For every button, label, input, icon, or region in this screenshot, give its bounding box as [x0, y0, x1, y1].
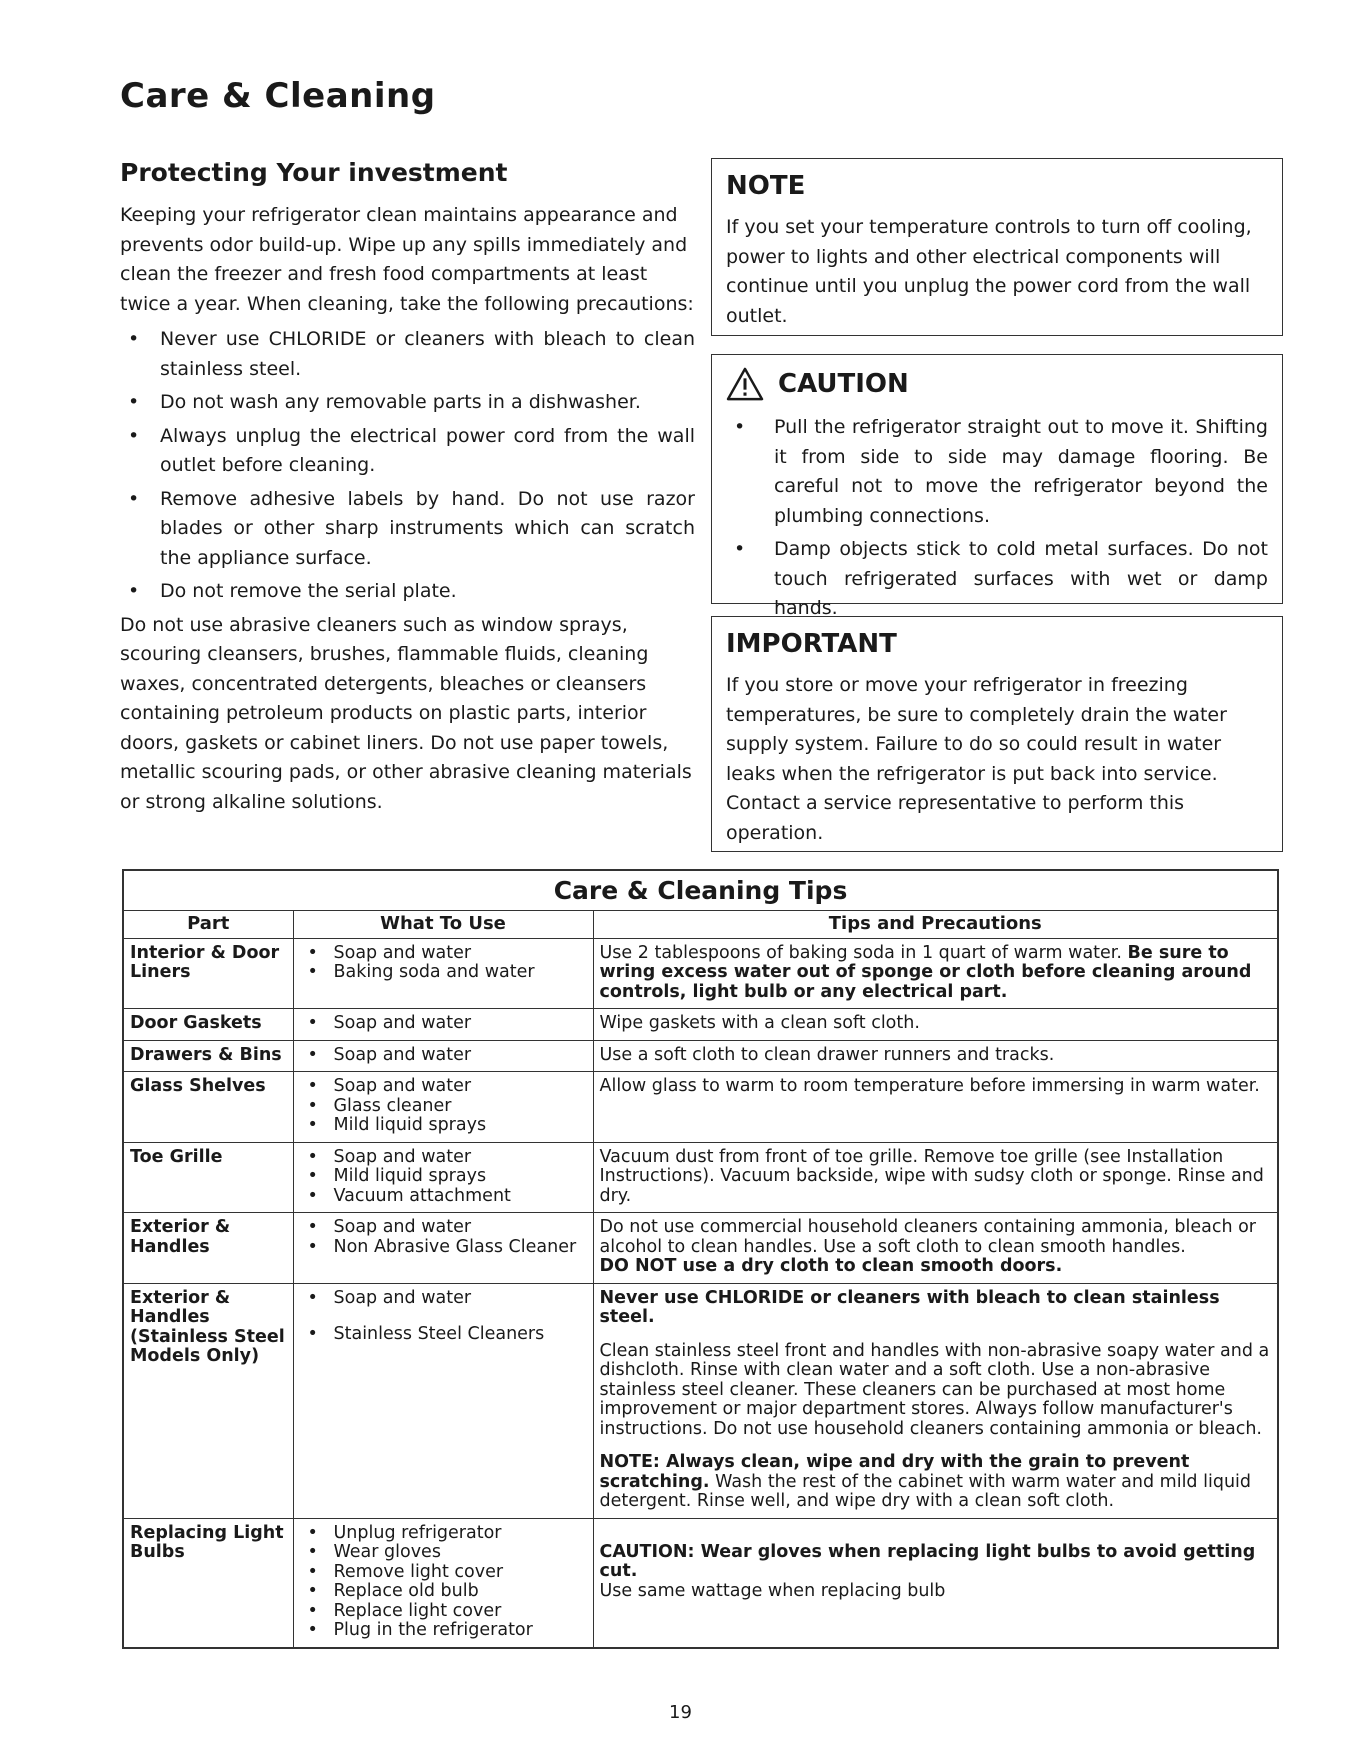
use-item: • Replace light cover [300, 1602, 587, 1622]
use-item: • Soap and water [300, 1046, 587, 1066]
table-row [123, 938, 1278, 1009]
section-heading: Protecting Your investment [120, 158, 508, 187]
page-title: Care & Cleaning [120, 76, 436, 116]
tips-cell [593, 1009, 1278, 1041]
tips-cell [593, 1040, 1278, 1072]
caution-list [726, 413, 1268, 624]
list-item: • Do not remove the serial plate. [120, 577, 695, 607]
precautions-list [120, 325, 695, 607]
use-item: • Mild liquid sprays [300, 1167, 587, 1187]
note-text: If you set your temperature controls to turn off cooling, power to lights and other electrical components will continue until you unplug the power cord from the wall outlet. [726, 216, 1252, 327]
protecting-section [120, 158, 695, 817]
use-cell [293, 1009, 593, 1041]
part-cell: Door Gaskets [123, 1009, 293, 1041]
tips-cell [593, 1072, 1278, 1143]
important-heading: IMPORTANT [726, 629, 897, 659]
care-tips-table [122, 869, 1279, 1649]
tip-note-text: Wash the rest of the cabinet with warm water and mild liquid detergent. Rinse well, and wipe dry with a clean soft cloth. [599, 1471, 1252, 1511]
use-item: • Remove light cover [300, 1563, 587, 1583]
tip-note [600, 1452, 1252, 1511]
caution-heading-row [726, 367, 1268, 401]
tip-warning: DO NOT use a dry cloth to clean smooth doors. [599, 1256, 1063, 1276]
tip-text: Wipe gaskets with a clean soft cloth. [599, 1013, 920, 1033]
use-item: • Wear gloves [300, 1543, 587, 1563]
use-item: • Soap and water [300, 1148, 587, 1168]
use-cell [293, 1142, 593, 1213]
tip-warning: Be sure to wring excess water out of sponge or cloth before cleaning around controls, light bulb or any electrical part. [599, 942, 1252, 1002]
tip-text: Allow glass to warm to room temperature before immersing in warm water. [599, 1076, 1260, 1096]
part-cell: Exterior & Handles [123, 1213, 293, 1284]
important-box [711, 616, 1283, 852]
use-item: • Baking soda and water [300, 963, 587, 983]
tip-text: Use 2 tablespoons of baking soda in 1 quart of warm water. [599, 942, 1122, 963]
tips-cell [593, 938, 1278, 1009]
list-item: • Never use CHLORIDE or cleaners with bleach to clean stainless steel. [120, 325, 695, 384]
column-header-use: What To Use [293, 911, 593, 939]
caution-box [711, 354, 1283, 619]
list-item: • Pull the refrigerator straight out to move it. Shifting it from side to side may damage flooring. Be careful not to move the refrigerator beyond the plumbing connections. [726, 413, 1268, 531]
part-cell: Drawers & Bins [123, 1040, 293, 1072]
table-row [123, 1142, 1278, 1213]
page-number: 19 [669, 1702, 692, 1723]
part-cell: Exterior & Handles (Stainless Steel Models Only) [123, 1283, 293, 1518]
tips-cell [593, 1283, 1278, 1518]
tip-text: Clean stainless steel front and handles with non-abrasive soapy water and a dishcloth. Rinse with clean water and a soft cloth. Use a non-abrasive stainless steel cleaner. These cleaners can be purchased at most home improvement or major department stores. Always follow manufacturer's instructions. Do not use household cleaners containing ammonia or bleach. [599, 1340, 1270, 1439]
table-title: Care & Cleaning Tips [123, 870, 1278, 911]
use-item: • Soap and water [300, 1289, 587, 1309]
use-item: • Plug in the refrigerator [300, 1621, 587, 1641]
use-item: • Vacuum attachment [300, 1187, 587, 1207]
tips-cell [593, 1518, 1278, 1648]
tip-note-bold: NOTE: Always clean, wipe and dry with the grain to prevent scratching. [599, 1452, 1190, 1492]
intro-paragraph: Keeping your refrigerator clean maintains appearance and prevents odor build-up. Wipe up any spills immediately and clean the freezer and fresh food compartments at least twice a year. When cleaning, take the following precautions: [120, 204, 694, 315]
use-cell [293, 1040, 593, 1072]
list-item: • Always unplug the electrical power cord from the wall outlet before cleaning. [120, 422, 695, 481]
use-item: • Unplug refrigerator [300, 1524, 587, 1544]
use-item: • Stainless Steel Cleaners [300, 1325, 587, 1345]
table-row [123, 1213, 1278, 1284]
use-cell [293, 1518, 593, 1648]
tip-text: Vacuum dust from front of toe grille. Remove toe grille (see Installation Instructions). Vacuum backside, wipe with sudsy cloth or sponge. Rinse and dry. [599, 1146, 1264, 1206]
tip-warning: CAUTION: Wear gloves when replacing light bulbs to avoid getting cut. [599, 1541, 1256, 1581]
table-row [123, 1072, 1278, 1143]
table-row [123, 1518, 1278, 1648]
use-item: • Mild liquid sprays [300, 1116, 587, 1136]
use-item: • Glass cleaner [300, 1097, 587, 1117]
part-cell: Toe Grille [123, 1142, 293, 1213]
column-header-part: Part [123, 911, 293, 939]
part-cell: Interior & Door Liners [123, 938, 293, 1009]
caution-heading: CAUTION [778, 369, 909, 399]
use-cell [293, 938, 593, 1009]
use-cell [293, 1283, 593, 1518]
tip-text: Do not use commercial household cleaners containing ammonia, bleach or alcohol to clean handles. Use a soft cloth to clean smooth handles. [599, 1217, 1256, 1257]
spacer [600, 1328, 1272, 1342]
table-row [123, 1009, 1278, 1041]
warning-triangle-icon [726, 367, 764, 401]
column-header-tips: Tips and Precautions [593, 911, 1278, 939]
use-item: • Soap and water [300, 1077, 587, 1097]
closing-paragraph: Do not use abrasive cleaners such as window sprays, scouring cleansers, brushes, flammable fluids, cleaning waxes, concentrated detergents, bleaches or cleansers containing petroleum products on plastic parts, interior doors, gaskets or cabinet liners. Do not use paper towels, metallic scouring pads, or other abrasive cleaning materials or strong alkaline solutions. [120, 613, 692, 813]
tips-cell [593, 1213, 1278, 1284]
tip-text: Use same wattage when replacing bulb [599, 1580, 946, 1601]
part-cell: Replacing Light Bulbs [123, 1518, 293, 1648]
use-item: • Soap and water [300, 1218, 587, 1238]
part-cell: Glass Shelves [123, 1072, 293, 1143]
table-row [123, 1040, 1278, 1072]
list-item: • Remove adhesive labels by hand. Do not use razor blades or other sharp instruments which can scratch the appliance surface. [120, 485, 695, 574]
note-box [711, 158, 1283, 336]
table-row [123, 1283, 1278, 1518]
list-item: • Do not wash any removable parts in a dishwasher. [120, 388, 695, 418]
important-text: If you store or move your refrigerator in freezing temperatures, be sure to completely drain the water supply system. Failure to do so could result in water leaks when the refrigerator is put back into service. Contact a service representative to perform this operation. [726, 674, 1227, 844]
list-item: • Damp objects stick to cold metal surfaces. Do not touch refrigerated surfaces with wet or damp hands. [726, 535, 1268, 624]
use-item: • Soap and water [300, 1014, 587, 1034]
tips-cell [593, 1142, 1278, 1213]
use-item: • Non Abrasive Glass Cleaner [300, 1238, 587, 1258]
spacer [600, 1439, 1272, 1453]
tip-text: Use a soft cloth to clean drawer runners and tracks. [599, 1044, 1055, 1065]
use-cell [293, 1213, 593, 1284]
use-cell [293, 1072, 593, 1143]
use-item: • Soap and water [300, 944, 587, 964]
tip-warning: Never use CHLORIDE or cleaners with bleach to clean stainless steel. [599, 1287, 1220, 1327]
note-heading: NOTE [726, 171, 806, 201]
use-item: • Replace old bulb [300, 1582, 587, 1602]
